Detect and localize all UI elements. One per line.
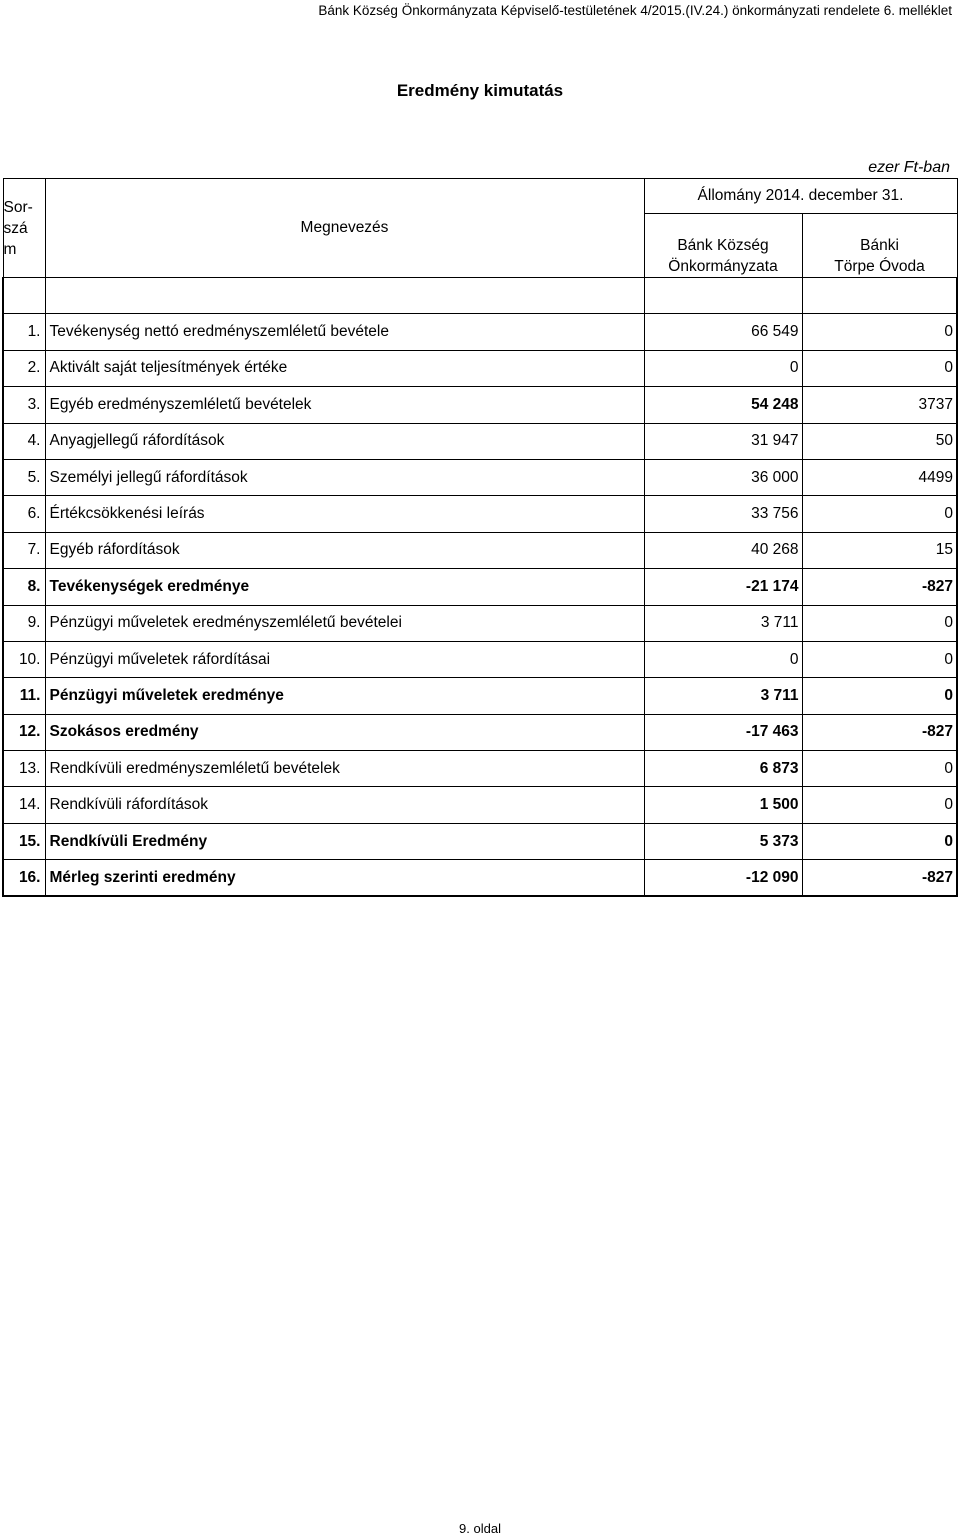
row-number: 1. xyxy=(3,314,45,350)
table-row xyxy=(3,751,957,787)
row-name: Személyi jellegű ráfordítások xyxy=(45,459,644,495)
row-value-municipality: 6 873 xyxy=(644,751,802,787)
page-title: Eredmény kimutatás xyxy=(396,81,564,100)
row-value-municipality: -17 463 xyxy=(644,714,802,750)
row-name: Rendkívüli Eredmény xyxy=(45,823,644,859)
row-value-kindergarten: 0 xyxy=(802,605,957,641)
col-header-line: Önkormányzata xyxy=(668,258,778,275)
spacer-cell xyxy=(45,278,644,314)
col-header-serial xyxy=(3,179,45,278)
table-row xyxy=(3,787,957,823)
row-name: Rendkívüli ráfordítások xyxy=(45,787,644,823)
row-value-municipality: 54 248 xyxy=(644,387,802,423)
page-number: 9. oldal xyxy=(459,1521,501,1536)
row-name: Aktivált saját teljesítmények értéke xyxy=(45,350,644,386)
row-value-kindergarten: -827 xyxy=(802,860,957,896)
table-row xyxy=(3,387,957,423)
spacer-cell xyxy=(3,278,45,314)
row-number: 12. xyxy=(3,714,45,750)
row-value-kindergarten: 0 xyxy=(802,678,957,714)
col-header-kindergarten xyxy=(802,214,957,278)
row-number: 3. xyxy=(3,387,45,423)
table-row xyxy=(3,860,957,896)
col-header-serial-line: szá xyxy=(3,219,28,237)
row-number: 16. xyxy=(3,860,45,896)
table-spacer-row xyxy=(3,278,957,314)
row-name: Tevékenységek eredménye xyxy=(45,569,644,605)
row-value-municipality: 66 549 xyxy=(644,314,802,350)
row-name: Egyéb eredményszemléletű bevételek xyxy=(45,387,644,423)
row-value-kindergarten: 0 xyxy=(802,314,957,350)
row-value-kindergarten: 0 xyxy=(802,823,957,859)
row-name: Rendkívüli eredményszemléletű bevételek xyxy=(45,751,644,787)
row-value-municipality: 36 000 xyxy=(644,459,802,495)
row-value-kindergarten: 0 xyxy=(802,496,957,532)
table-row xyxy=(3,569,957,605)
row-number: 6. xyxy=(3,496,45,532)
row-value-kindergarten: 0 xyxy=(802,350,957,386)
row-value-kindergarten: -827 xyxy=(802,714,957,750)
spacer-cell xyxy=(644,278,802,314)
row-name: Értékcsökkenési leírás xyxy=(45,496,644,532)
col-header-name: Megnevezés xyxy=(45,179,644,278)
table-row xyxy=(3,314,957,350)
col-header-serial-line: Sor- xyxy=(3,198,33,216)
row-number: 5. xyxy=(3,459,45,495)
row-number: 4. xyxy=(3,423,45,459)
table-row xyxy=(3,532,957,568)
table-row xyxy=(3,459,957,495)
row-name: Mérleg szerinti eredmény xyxy=(45,860,644,896)
table-body xyxy=(3,278,957,897)
row-value-municipality: 31 947 xyxy=(644,423,802,459)
row-value-kindergarten: 15 xyxy=(802,532,957,568)
row-number: 15. xyxy=(3,823,45,859)
row-name: Anyagjellegű ráfordítások xyxy=(45,423,644,459)
table-row xyxy=(3,714,957,750)
table-row xyxy=(3,496,957,532)
row-name: Egyéb ráfordítások xyxy=(45,532,644,568)
col-header-line: Törpe Óvoda xyxy=(834,258,925,275)
row-number: 14. xyxy=(3,787,45,823)
row-value-municipality: -12 090 xyxy=(644,860,802,896)
row-value-municipality: 1 500 xyxy=(644,787,802,823)
row-name: Szokásos eredmény xyxy=(45,714,644,750)
spacer-cell xyxy=(802,278,957,314)
row-value-municipality: 40 268 xyxy=(644,532,802,568)
table-row xyxy=(3,423,957,459)
row-value-kindergarten: 4499 xyxy=(802,459,957,495)
row-value-municipality: -21 174 xyxy=(644,569,802,605)
row-value-municipality: 5 373 xyxy=(644,823,802,859)
table-row xyxy=(3,641,957,677)
row-number: 2. xyxy=(3,350,45,386)
table-row xyxy=(3,823,957,859)
col-header-line: Bánki xyxy=(860,237,899,254)
row-value-kindergarten: 50 xyxy=(802,423,957,459)
row-number: 9. xyxy=(3,605,45,641)
row-name: Pénzügyi műveletek ráfordításai xyxy=(45,641,644,677)
row-name: Tevékenység nettó eredményszemléletű bevétele xyxy=(45,314,644,350)
col-header-state: Állomány 2014. december 31. xyxy=(644,179,957,214)
col-header-line: Bánk Község xyxy=(677,237,769,254)
row-value-kindergarten: 0 xyxy=(802,787,957,823)
table-row xyxy=(3,678,957,714)
row-number: 11. xyxy=(3,678,45,714)
unit-label: ezer Ft-ban xyxy=(868,159,950,176)
row-value-municipality: 0 xyxy=(644,641,802,677)
income-statement-table xyxy=(2,178,958,897)
row-value-municipality: 3 711 xyxy=(644,605,802,641)
row-number: 10. xyxy=(3,641,45,677)
row-value-kindergarten: 0 xyxy=(802,751,957,787)
row-value-kindergarten: 3737 xyxy=(802,387,957,423)
row-number: 7. xyxy=(3,532,45,568)
col-header-municipality xyxy=(644,214,802,278)
row-value-municipality: 3 711 xyxy=(644,678,802,714)
row-value-kindergarten: 0 xyxy=(802,641,957,677)
col-header-serial-line: m xyxy=(3,240,17,258)
row-number: 13. xyxy=(3,751,45,787)
table-row xyxy=(3,350,957,386)
document-header: Bánk Község Önkormányzata Képviselő-testületének 4/2015.(IV.24.) önkormányzati rendelete 6. melléklet xyxy=(318,3,952,18)
row-name: Pénzügyi műveletek eredményszemléletű bevételei xyxy=(45,605,644,641)
table-row xyxy=(3,605,957,641)
row-value-municipality: 0 xyxy=(644,350,802,386)
row-name: Pénzügyi műveletek eredménye xyxy=(45,678,644,714)
row-value-municipality: 33 756 xyxy=(644,496,802,532)
row-number: 8. xyxy=(3,569,45,605)
row-value-kindergarten: -827 xyxy=(802,569,957,605)
